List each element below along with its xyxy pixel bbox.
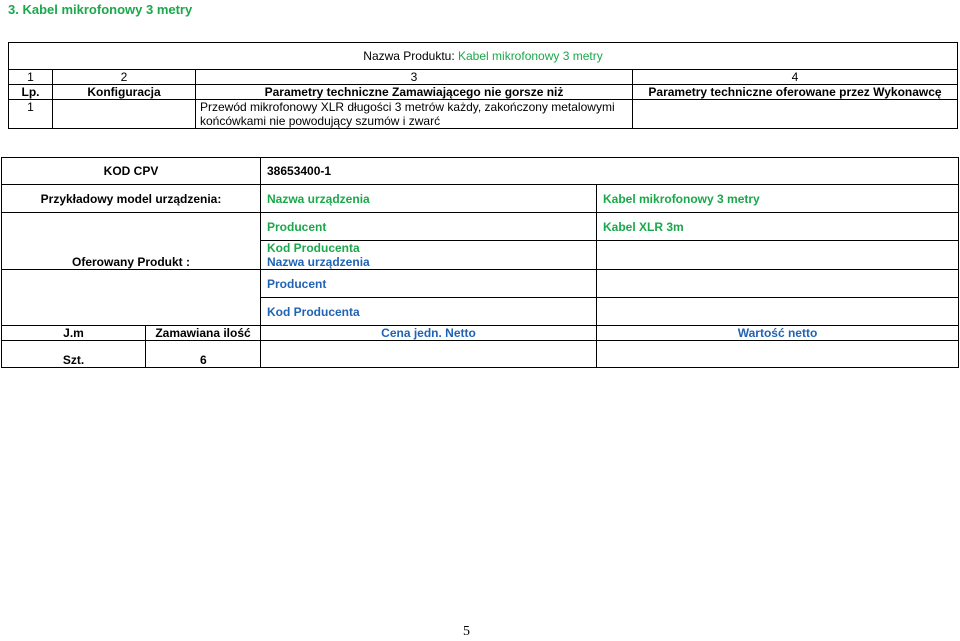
row-lp: 1 bbox=[9, 100, 53, 129]
price-header: Cena jedn. Netto bbox=[261, 326, 597, 341]
offered-product-spacer bbox=[2, 270, 261, 326]
producer-code-value bbox=[597, 241, 959, 256]
offered-producer-label: Producent bbox=[261, 270, 597, 298]
product-info-table bbox=[1, 157, 959, 368]
offered-producer-row bbox=[2, 270, 959, 298]
producer-code-label: Kod Producenta bbox=[261, 241, 597, 256]
offered-code-label: Kod Producenta bbox=[261, 298, 597, 326]
offered-code-value bbox=[597, 298, 959, 326]
device-name-value: Kabel mikrofonowy 3 metry bbox=[597, 185, 959, 213]
value-header: Wartość netto bbox=[597, 326, 959, 341]
product-name-value: Kabel mikrofonowy 3 metry bbox=[458, 49, 603, 63]
cpv-label: KOD CPV bbox=[2, 158, 261, 185]
col-number-3: 3 bbox=[196, 70, 633, 85]
offered-product-label: Oferowany Produkt : bbox=[2, 255, 261, 270]
cpv-value: 38653400-1 bbox=[261, 158, 959, 185]
col-number-4: 4 bbox=[633, 70, 958, 85]
col-number-2: 2 bbox=[53, 70, 196, 85]
row-config bbox=[53, 100, 196, 129]
cpv-row bbox=[2, 158, 959, 185]
example-device-name-row bbox=[2, 185, 959, 213]
table-row bbox=[9, 100, 958, 129]
offered-name-value bbox=[597, 255, 959, 270]
specification-table bbox=[8, 42, 958, 129]
offered-name-row bbox=[2, 255, 959, 270]
price-value[interactable] bbox=[261, 341, 597, 368]
unit-value: Szt. bbox=[2, 341, 146, 368]
header-row bbox=[9, 85, 958, 100]
example-producer-row bbox=[2, 213, 959, 241]
row-offered bbox=[633, 100, 958, 129]
header-params-required: Parametry techniczne Zamawiającego nie gorsze niż bbox=[196, 85, 633, 100]
header-config: Konfiguracja bbox=[53, 85, 196, 100]
page-number: 5 bbox=[463, 624, 470, 639]
header-lp: Lp. bbox=[9, 85, 53, 100]
section-heading: 3. Kabel mikrofonowy 3 metry bbox=[8, 2, 193, 17]
pricing-header-row bbox=[2, 326, 959, 341]
example-model-spacer bbox=[2, 213, 261, 256]
offered-name-label: Nazwa urządzenia bbox=[261, 255, 597, 270]
qty-value: 6 bbox=[146, 341, 261, 368]
qty-header: Zamawiana ilość bbox=[146, 326, 261, 341]
device-name-label: Nazwa urządzenia bbox=[261, 185, 597, 213]
col-number-1: 1 bbox=[9, 70, 53, 85]
producer-label: Producent bbox=[261, 213, 597, 241]
product-name-row bbox=[9, 43, 958, 70]
producer-value: Kabel XLR 3m bbox=[597, 213, 959, 241]
row-description: Przewód mikrofonowy XLR długości 3 metrów każdy, zakończony metalowymi końcówkami nie powodujący szumów i zwarć bbox=[196, 100, 633, 129]
header-params-offered: Parametry techniczne oferowane przez Wykonawcę bbox=[633, 85, 958, 100]
unit-header: J.m bbox=[2, 326, 146, 341]
total-value[interactable] bbox=[597, 341, 959, 368]
product-name-cell bbox=[9, 43, 958, 70]
example-model-label: Przykładowy model urządzenia: bbox=[2, 185, 261, 213]
pricing-value-row bbox=[2, 341, 959, 368]
column-number-row bbox=[9, 70, 958, 85]
product-name-label: Nazwa Produktu: bbox=[363, 49, 458, 63]
offered-producer-value bbox=[597, 270, 959, 298]
